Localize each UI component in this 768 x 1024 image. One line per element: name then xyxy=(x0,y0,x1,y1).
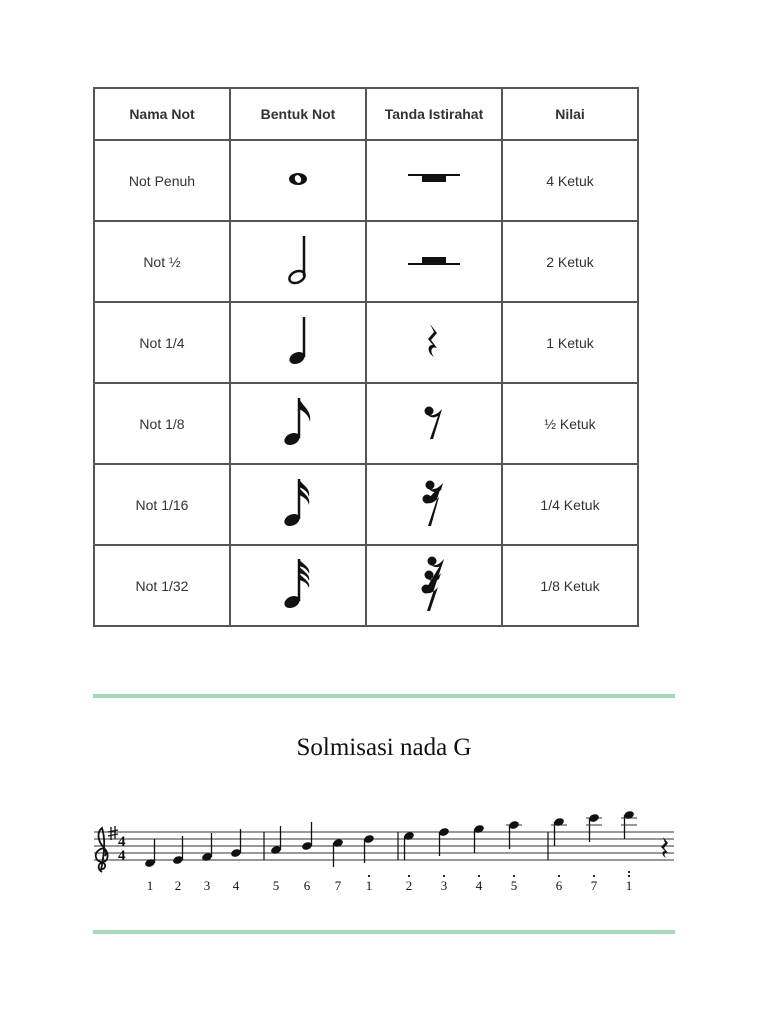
staff-note xyxy=(201,833,213,862)
eighth-rest-icon xyxy=(421,402,447,442)
quarter-rest-icon xyxy=(424,321,444,361)
rest-shape-cell xyxy=(366,383,502,464)
syllable-number: 7 xyxy=(334,878,342,893)
staff-note xyxy=(230,829,242,858)
octave-dot xyxy=(408,875,410,877)
rest-shape-cell xyxy=(366,140,502,221)
thirty-second-rest-icon xyxy=(419,554,449,614)
eighth-note-icon xyxy=(280,394,316,450)
note-value-cell: 1 Ketuk xyxy=(502,302,638,383)
syllable-number: 2 xyxy=(174,878,182,893)
staff-note xyxy=(270,826,282,855)
time-signature-numerator: 4 xyxy=(118,834,126,850)
note-name-cell: Not 1/16 xyxy=(94,464,230,545)
rest-shape-cell xyxy=(366,545,502,626)
sixteenth-note-icon xyxy=(280,475,316,531)
note-value-cell: 1/8 Ketuk xyxy=(502,545,638,626)
octave-dot xyxy=(513,875,515,877)
syllable-number: 2 xyxy=(405,878,413,893)
staff-note xyxy=(438,827,450,856)
staff-lines xyxy=(94,832,674,860)
note-value-cell: 4 Ketuk xyxy=(502,140,638,221)
whole-rest-icon xyxy=(404,169,464,189)
staff-note xyxy=(621,810,637,839)
staff-note xyxy=(363,834,375,863)
header-bentuk-not: Bentuk Not xyxy=(230,88,366,140)
table-header-row xyxy=(94,88,638,140)
sixteenth-rest-icon xyxy=(420,477,448,529)
bottom-divider xyxy=(93,930,675,934)
solmisasi-staff xyxy=(88,796,678,902)
staff-note xyxy=(551,817,567,846)
staff-note xyxy=(172,836,184,865)
octave-dot xyxy=(628,871,630,873)
note-name-cell: Not 1/4 xyxy=(94,302,230,383)
octave-dot xyxy=(443,875,445,877)
rest-shape-cell xyxy=(366,464,502,545)
syllable-number: 1 xyxy=(365,878,373,893)
staff-note xyxy=(473,824,485,853)
table-row xyxy=(94,383,638,464)
staff-note xyxy=(586,813,602,842)
syllable-number: 7 xyxy=(590,878,598,893)
note-value-cell: ½ Ketuk xyxy=(502,383,638,464)
note-shape-cell xyxy=(230,383,366,464)
note-shape-cell xyxy=(230,221,366,302)
quarter-rest-icon xyxy=(661,837,668,858)
octave-dot xyxy=(593,875,595,877)
syllable-number: 5 xyxy=(510,878,518,893)
rest-shape-cell xyxy=(366,302,502,383)
note-value-cell: 2 Ketuk xyxy=(502,221,638,302)
header-nilai: Nilai xyxy=(502,88,638,140)
sharp-sign-icon xyxy=(108,826,118,840)
octave-dot xyxy=(478,875,480,877)
note-name-cell: Not Penuh xyxy=(94,140,230,221)
note-name-cell: Not 1/8 xyxy=(94,383,230,464)
note-shape-cell xyxy=(230,545,366,626)
note-name-cell: Not 1/32 xyxy=(94,545,230,626)
rest-shape-cell xyxy=(366,221,502,302)
staff-note xyxy=(403,831,415,860)
syllable-number: 3 xyxy=(440,878,448,893)
syllable-number: 6 xyxy=(303,878,311,893)
syllable-number: 3 xyxy=(203,878,211,893)
note-name-cell: Not ½ xyxy=(94,221,230,302)
staff-note xyxy=(301,822,313,851)
octave-dot xyxy=(628,875,630,877)
note-shape-cell xyxy=(230,140,366,221)
syllable-number: 5 xyxy=(272,878,280,893)
table-row xyxy=(94,140,638,221)
note-value-cell: 1/4 Ketuk xyxy=(502,464,638,545)
header-nama-not: Nama Not xyxy=(94,88,230,140)
syllable-number: 6 xyxy=(555,878,563,893)
solmisasi-title: Solmisasi nada G xyxy=(296,734,472,761)
thirty-second-note-icon xyxy=(280,555,316,613)
note-shape-cell xyxy=(230,464,366,545)
syllable-number: 4 xyxy=(475,878,483,893)
syllable-number: 1 xyxy=(625,878,633,893)
table-row xyxy=(94,221,638,302)
whole-note-icon xyxy=(283,164,313,194)
staff-note xyxy=(332,838,344,867)
syllable-number: 4 xyxy=(232,878,240,893)
octave-dot xyxy=(558,875,560,877)
table-row xyxy=(94,464,638,545)
half-rest-icon xyxy=(404,250,464,270)
top-divider xyxy=(93,694,675,698)
table-row xyxy=(94,302,638,383)
staff-note xyxy=(506,820,522,849)
header-tanda-istirahat: Tanda Istirahat xyxy=(366,88,502,140)
note-shape-cell xyxy=(230,302,366,383)
note-value-table xyxy=(93,87,639,627)
table-row xyxy=(94,545,638,626)
staff-note xyxy=(144,839,156,868)
syllable-number: 1 xyxy=(146,878,154,893)
octave-dot xyxy=(368,875,370,877)
time-signature-denominator: 4 xyxy=(118,848,126,864)
quarter-note-icon xyxy=(283,313,313,369)
treble-clef-icon xyxy=(96,828,108,872)
solmisasi-syllables xyxy=(147,871,633,893)
half-note-icon xyxy=(283,232,313,288)
